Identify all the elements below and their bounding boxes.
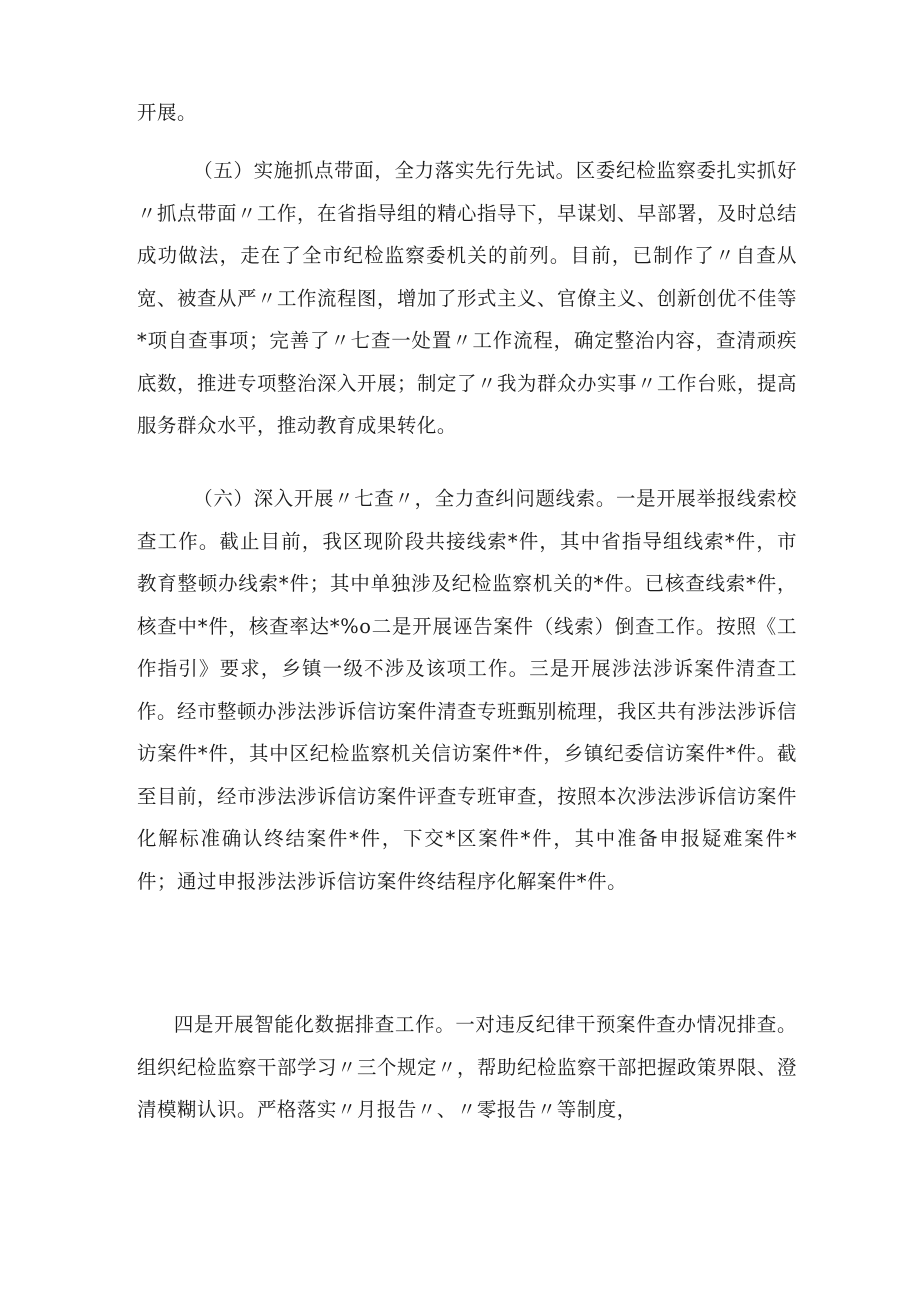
paragraph-section-five [137,150,797,448]
paragraph-item-four [137,1004,797,1132]
paragraph-text: （六）深入开展〃七查〃，全力查纠问题线索。一是开展举报线索校查工作。截止目前，我区现阶段共接线索*件，其中省指导组线索*件，市教育整顿办线索*件；其中单独涉及纪检监察机关的*件。已核查线索*件，核查中*件，核查率达*%o二是开展诬告案件（线索）倒查工作。按照《工作指引》要求，乡镇一级不涉及该项工作。三是开展涉法涉诉案件清查工作。经市整顿办涉法涉诉信访案件清查专班甄别梳理，我区共有涉法涉诉信访案件*件，其中区纪检监察机关信访案件*件，乡镇纪委信访案件*件。截至目前，经市涉法涉诉信访案件评查专班审查，按照本次涉法涉诉信访案件化解标准确认终结案件*件，下交*区案件*件，其中准备申报疑难案件*件；通过申报涉法涉诉信访案件终结程序化解案件*件。 [137,487,797,893]
paragraph-section-six [137,478,797,903]
paragraph-text: 四是开展智能化数据排查工作。一对违反纪律干预案件查办情况排查。组织纪检监察干部学习〃三个规定〃，帮助纪检监察干部把握政策界限、澄清模糊认识。严格落实〃月报告〃、〃零报告〃等制度， [137,1013,797,1121]
paragraph-text: （五）实施抓点带面，全力落实先行先试。区委纪检监察委扎实抓好〃抓点带面〃工作，在省指导组的精心指导下，早谋划、早部署，及时总结成功做法，走在了全市纪检监察委机关的前列。目前，已制作了〃自查从宽、被查从严〃工作流程图，增加了形式主义、官僚主义、创新创优不佳等*项自查事项；完善了〃七查一处置〃工作流程，确定整治内容，查清顽疾底数，推进专项整治深入开展；制定了〃我为群众办实事〃工作台账，提高服务群众水平，推动教育成果转化。 [137,159,797,437]
paragraph-text: 开展。 [137,101,197,124]
paragraph-continuation [137,92,797,135]
